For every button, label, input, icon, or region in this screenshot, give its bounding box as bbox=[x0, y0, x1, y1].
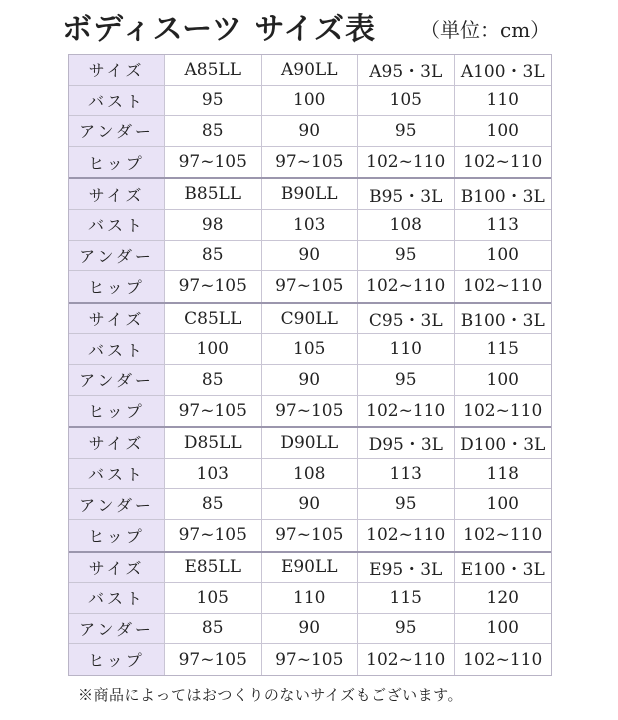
measurement-cell: 90 bbox=[262, 365, 359, 396]
hip-row bbox=[69, 147, 551, 178]
measurement-cell: 102~110 bbox=[455, 271, 552, 302]
measurement-cell: 100 bbox=[165, 334, 262, 365]
bust-row bbox=[69, 459, 551, 490]
row-label: サイズ bbox=[69, 179, 165, 210]
size-name-cell: A95・3L bbox=[358, 55, 455, 86]
size-name-cell: B85LL bbox=[165, 179, 262, 210]
measurement-cell: 97~105 bbox=[262, 271, 359, 302]
unit-label: （単位：cm） bbox=[420, 18, 551, 42]
measurement-cell: 85 bbox=[165, 614, 262, 645]
measurement-cell: 113 bbox=[455, 210, 552, 241]
size-name-cell: E95・3L bbox=[358, 553, 455, 584]
measurement-cell: 105 bbox=[262, 334, 359, 365]
under-row bbox=[69, 116, 551, 147]
row-label: アンダー bbox=[69, 241, 165, 272]
under-row bbox=[69, 241, 551, 272]
measurement-cell: 110 bbox=[262, 583, 359, 614]
row-label: アンダー bbox=[69, 489, 165, 520]
measurement-cell: 105 bbox=[358, 86, 455, 117]
measurement-cell: 102~110 bbox=[358, 396, 455, 427]
size-name-cell: C85LL bbox=[165, 304, 262, 335]
measurement-cell: 120 bbox=[455, 583, 552, 614]
size-name-cell: D90LL bbox=[262, 428, 359, 459]
measurement-cell: 97~105 bbox=[165, 396, 262, 427]
size-name-cell: E100・3L bbox=[455, 553, 552, 584]
measurement-cell: 90 bbox=[262, 489, 359, 520]
measurement-cell: 100 bbox=[455, 489, 552, 520]
measurement-cell: 103 bbox=[262, 210, 359, 241]
row-label: アンダー bbox=[69, 614, 165, 645]
row-label: サイズ bbox=[69, 428, 165, 459]
under-row bbox=[69, 365, 551, 396]
measurement-cell: 85 bbox=[165, 116, 262, 147]
row-label: ヒップ bbox=[69, 271, 165, 302]
measurement-cell: 108 bbox=[262, 459, 359, 490]
row-label: ヒップ bbox=[69, 644, 165, 675]
size-name-cell: D95・3L bbox=[358, 428, 455, 459]
size-name-cell: D85LL bbox=[165, 428, 262, 459]
measurement-cell: 115 bbox=[455, 334, 552, 365]
measurement-cell: 102~110 bbox=[455, 644, 552, 675]
row-label: ヒップ bbox=[69, 396, 165, 427]
measurement-cell: 115 bbox=[358, 583, 455, 614]
size-name-cell: E90LL bbox=[262, 553, 359, 584]
row-label: アンダー bbox=[69, 365, 165, 396]
row-label: バスト bbox=[69, 210, 165, 241]
size-group bbox=[69, 426, 551, 550]
size-group bbox=[69, 551, 551, 675]
size-name-cell: B100・3L bbox=[455, 179, 552, 210]
hip-row bbox=[69, 520, 551, 551]
measurement-cell: 95 bbox=[358, 241, 455, 272]
measurement-cell: 95 bbox=[358, 614, 455, 645]
row-label: ヒップ bbox=[69, 520, 165, 551]
measurement-cell: 102~110 bbox=[358, 147, 455, 178]
measurement-cell: 100 bbox=[455, 614, 552, 645]
measurement-cell: 105 bbox=[165, 583, 262, 614]
size-row bbox=[69, 179, 551, 210]
under-row bbox=[69, 614, 551, 645]
row-label: サイズ bbox=[69, 553, 165, 584]
size-row bbox=[69, 304, 551, 335]
row-label: アンダー bbox=[69, 116, 165, 147]
measurement-cell: 97~105 bbox=[165, 147, 262, 178]
size-name-cell: A85LL bbox=[165, 55, 262, 86]
row-label: サイズ bbox=[69, 304, 165, 335]
measurement-cell: 98 bbox=[165, 210, 262, 241]
bust-row bbox=[69, 210, 551, 241]
size-chart-table bbox=[68, 54, 552, 676]
measurement-cell: 90 bbox=[262, 116, 359, 147]
size-name-cell: C90LL bbox=[262, 304, 359, 335]
size-name-cell: A100・3L bbox=[455, 55, 552, 86]
measurement-cell: 90 bbox=[262, 614, 359, 645]
measurement-cell: 95 bbox=[358, 489, 455, 520]
measurement-cell: 97~105 bbox=[262, 396, 359, 427]
hip-row bbox=[69, 396, 551, 427]
measurement-cell: 102~110 bbox=[358, 520, 455, 551]
measurement-cell: 118 bbox=[455, 459, 552, 490]
measurement-cell: 108 bbox=[358, 210, 455, 241]
measurement-cell: 97~105 bbox=[165, 644, 262, 675]
size-name-cell: B100・3L bbox=[455, 304, 552, 335]
measurement-cell: 97~105 bbox=[262, 520, 359, 551]
measurement-cell: 102~110 bbox=[358, 271, 455, 302]
measurement-cell: 113 bbox=[358, 459, 455, 490]
measurement-cell: 95 bbox=[358, 116, 455, 147]
measurement-cell: 110 bbox=[455, 86, 552, 117]
bust-row bbox=[69, 583, 551, 614]
measurement-cell: 110 bbox=[358, 334, 455, 365]
measurement-cell: 95 bbox=[358, 365, 455, 396]
size-group bbox=[69, 177, 551, 301]
row-label: サイズ bbox=[69, 55, 165, 86]
size-row bbox=[69, 55, 551, 86]
size-group bbox=[69, 55, 551, 177]
measurement-cell: 85 bbox=[165, 241, 262, 272]
row-label: バスト bbox=[69, 459, 165, 490]
page-title: ボディスーツ サイズ表 bbox=[62, 12, 376, 47]
measurement-cell: 102~110 bbox=[455, 520, 552, 551]
size-name-cell: B95・3L bbox=[358, 179, 455, 210]
size-row bbox=[69, 553, 551, 584]
measurement-cell: 97~105 bbox=[165, 271, 262, 302]
measurement-cell: 97~105 bbox=[262, 644, 359, 675]
measurement-cell: 100 bbox=[262, 86, 359, 117]
measurement-cell: 85 bbox=[165, 489, 262, 520]
measurement-cell: 102~110 bbox=[455, 396, 552, 427]
header bbox=[0, 0, 618, 50]
measurement-cell: 97~105 bbox=[165, 520, 262, 551]
size-name-cell: C95・3L bbox=[358, 304, 455, 335]
row-label: バスト bbox=[69, 583, 165, 614]
size-group bbox=[69, 302, 551, 426]
footnote: ※商品によってはおつくりのないサイズもございます。 bbox=[78, 686, 463, 704]
under-row bbox=[69, 489, 551, 520]
measurement-cell: 95 bbox=[165, 86, 262, 117]
row-label: バスト bbox=[69, 334, 165, 365]
hip-row bbox=[69, 271, 551, 302]
bust-row bbox=[69, 86, 551, 117]
size-name-cell: D100・3L bbox=[455, 428, 552, 459]
measurement-cell: 85 bbox=[165, 365, 262, 396]
size-row bbox=[69, 428, 551, 459]
measurement-cell: 100 bbox=[455, 241, 552, 272]
bust-row bbox=[69, 334, 551, 365]
row-label: バスト bbox=[69, 86, 165, 117]
measurement-cell: 100 bbox=[455, 116, 552, 147]
row-label: ヒップ bbox=[69, 147, 165, 178]
hip-row bbox=[69, 644, 551, 675]
measurement-cell: 102~110 bbox=[455, 147, 552, 178]
size-name-cell: A90LL bbox=[262, 55, 359, 86]
size-name-cell: B90LL bbox=[262, 179, 359, 210]
measurement-cell: 90 bbox=[262, 241, 359, 272]
measurement-cell: 102~110 bbox=[358, 644, 455, 675]
measurement-cell: 97~105 bbox=[262, 147, 359, 178]
measurement-cell: 100 bbox=[455, 365, 552, 396]
measurement-cell: 103 bbox=[165, 459, 262, 490]
size-name-cell: E85LL bbox=[165, 553, 262, 584]
